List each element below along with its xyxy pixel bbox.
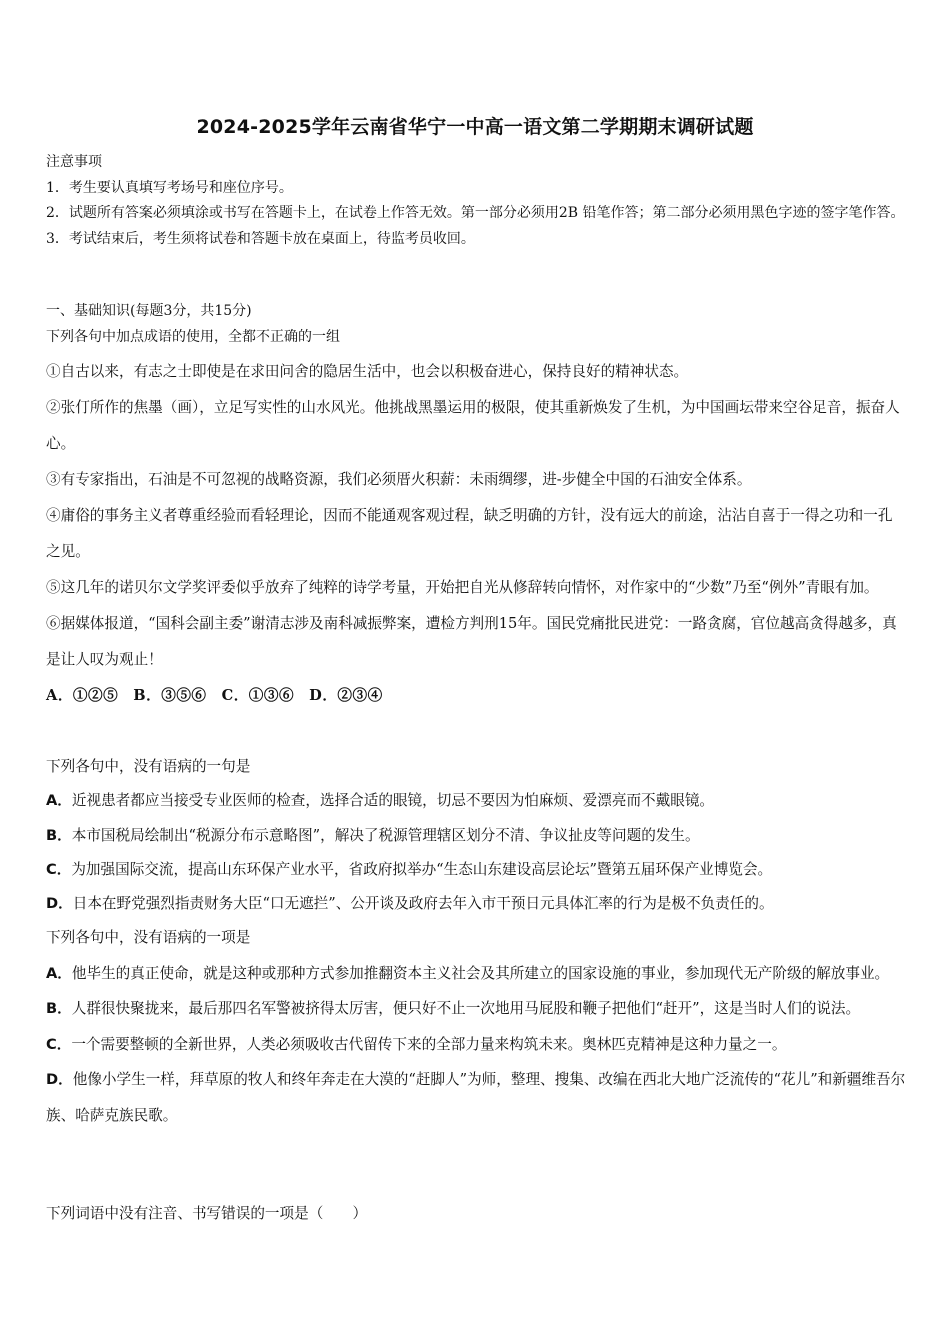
question-1 — [46, 354, 906, 714]
option-label: D． — [46, 895, 73, 913]
q2-option-d — [46, 887, 906, 921]
option-label: C． — [46, 1035, 72, 1053]
notice-heading: 注意事项 — [46, 154, 102, 170]
q3-option-a — [46, 956, 906, 992]
q3-option-d — [46, 1062, 906, 1133]
option-text: 近视患者都应当接受专业医师的检查，选择合适的眼镜，切忌不要因为怕麻烦、爱漂亮而不戴眼镜。 — [71, 792, 715, 810]
option-text: 人群很快聚拢来，最后那四名军警被挤得太厉害，便只好不止一次地用马屁股和鞭子把他们“赶开”，这是当时人们的说法。 — [71, 1000, 861, 1017]
q3-option-b — [46, 991, 906, 1027]
option-text: 日本在野党强烈指责财务大臣“口无遮拦”、公开谈及政府去年入市干预日元具体汇率的行为是极不负责任的。 — [72, 895, 774, 913]
notice-section — [46, 150, 906, 252]
option-label: C． — [46, 860, 72, 878]
q2-option-b — [46, 819, 906, 853]
q1-sentence-2: ②张仃所作的焦墨（画），立足写实性的山水风光。他挑战黑墨运用的极限，使其重新焕发了生机，为中国画坛带来空谷足音，振奋人心。 — [46, 399, 900, 452]
question-stem: 下列各句中，没有语病的一句是 — [46, 758, 251, 775]
q1-sentence-4: ④庸俗的事务主义者尊重经验而看轻理论，因而不能通观客观过程，缺乏明确的方针，没有远大的前途，沾沾自喜于一得之功和一孔之见。 — [46, 507, 893, 560]
question-4 — [46, 1200, 906, 1228]
notice-item: 3．考试结束后，考生须将试卷和答题卡放在桌面上，待监考员收回。 — [46, 230, 475, 247]
q1-options: A．①②⑤ B．③⑤⑥ C．①③⑥ D．②③④ — [46, 687, 383, 704]
question-stem: 下列各句中，没有语病的一项是 — [46, 929, 251, 946]
notice-item: 2．试题所有答案必须填涂或书写在答题卡上，在试卷上作答无效。第一部分必须用2B 铅笔作答；第二部分必须用黑色字迹的签字笔作答。 — [46, 205, 905, 221]
option-label: A． — [46, 792, 72, 810]
question-stem: 下列词语中没有注音、书写错误的一项是（ ） — [46, 1205, 368, 1222]
q3-option-c — [46, 1027, 906, 1063]
option-text: 一个需要整顿的全新世界，人类必须吸收古代留传下来的全部力量来构筑未来。奥林匹克精神是这种力量之一。 — [71, 1035, 787, 1053]
option-label: B． — [46, 1000, 72, 1017]
option-text: 他毕生的真正使命，就是这种或那种方式参加推翻资本主义社会及其所建立的国家设施的事业，参加现代无产阶级的解放事业。 — [71, 964, 890, 982]
section-header — [46, 299, 906, 350]
question-3 — [46, 920, 906, 1133]
question-stem: 下列各句中加点成语的使用，全都不正确的一组 — [46, 328, 340, 345]
q1-sentence-5: ⑤这几年的诺贝尔文学奖评委似乎放弃了纯粹的诗学考量，开始把自光从修辞转向情怀，对作家中的“少数”乃至“例外”青眼有加。 — [46, 579, 879, 596]
q1-sentence-6: ⑥据媒体报道，“国科会副主委”谢清志涉及南科减振弊案，遭检方判刑15年。国民党痛批民进党：一路贪腐，官位越高贪得越多，真是让人叹为观止！ — [46, 615, 897, 668]
option-text: 他像小学生一样，拜草原的牧人和终年奔走在大漠的“赶脚人”为师，整理、搜集、改编在西北大地广泛流传的“花儿”和新疆维吾尔族、哈萨克族民歌。 — [46, 1071, 906, 1124]
q1-sentence-1: ①自古以来，有志之士即使是在求田问舍的隐居生活中，也会以积极奋进心，保持良好的精神状态。 — [46, 363, 689, 380]
option-text: 本市国税局绘制出“税源分布示意略图”，解决了税源管理辖区划分不清、争议扯皮等问题的发生。 — [71, 826, 700, 844]
q2-option-c — [46, 853, 906, 887]
option-text: 为加强国际交流，提高山东环保产业水平，省政府拟举办“生态山东建设高层论坛”暨第五届环保产业博览会。 — [71, 860, 773, 878]
option-label: B． — [46, 826, 72, 844]
q1-sentence-3: ③有专家指出，石油是不可忽视的战略资源，我们必须厝火积薪：未雨绸缪，进-步健全中国的石油安全体系。 — [46, 471, 752, 488]
page-title: 2024-2025学年云南省华宁一中高一语文第二学期期末调研试题 — [196, 116, 754, 138]
option-label: D． — [46, 1071, 73, 1088]
option-label: A． — [46, 964, 72, 982]
question-2 — [46, 750, 906, 921]
section-heading: 一、基础知识(每题3分，共15分) — [46, 303, 252, 319]
q2-option-a — [46, 784, 906, 818]
notice-item: 1．考生要认真填写考场号和座位序号。 — [46, 179, 293, 196]
